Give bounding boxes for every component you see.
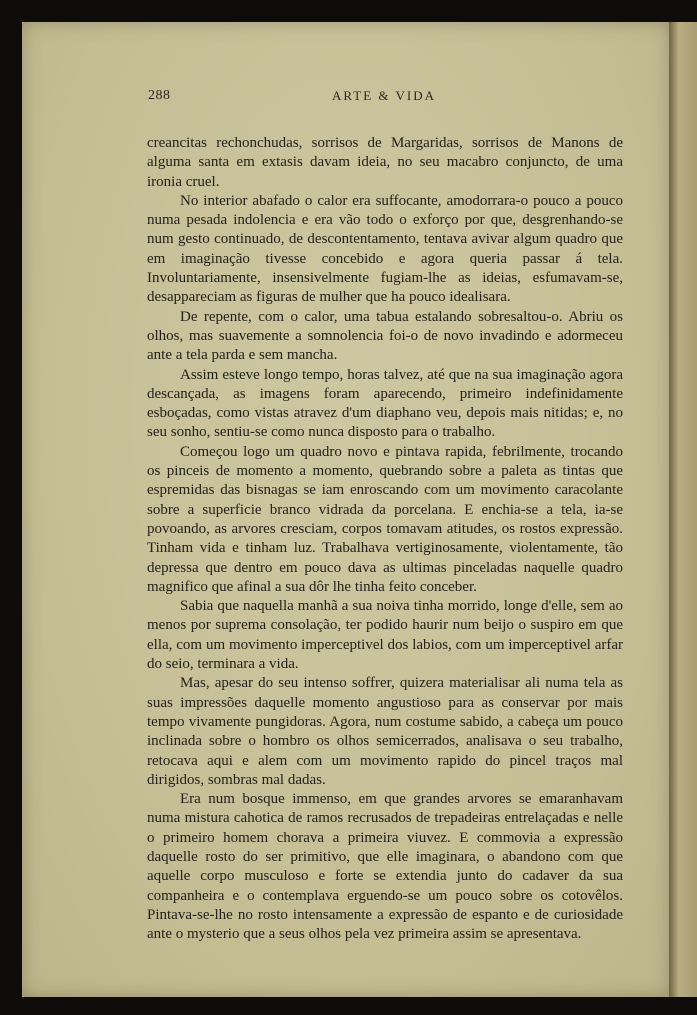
paragraph: Sabia que naquella manhã a sua noiva tinha morrido, longe d'elle, sem ao menos por suprema consolação, ter podido haurir num beijo o suspiro em que ella, com um movimento imperceptivel dos labios, com um imperceptivel arfar do seio, terminara a vida. xyxy=(147,598,623,673)
paragraph: creancitas rechonchudas, sorrisos de Margaridas, sorrisos de Manons de alguma santa em extasis davam ideia, no seu macabro conjuncto, de uma ironia cruel. xyxy=(147,135,623,190)
page-number: 288 xyxy=(148,88,171,103)
page-edge xyxy=(669,22,697,997)
paragraph: Era num bosque immenso, em que grandes arvores se emaranhavam numa mistura cahotica de ramos recrusados de trepadeiras entrelaçadas e nelle o primeiro homem chorava a primeira viuvez. E commovia a expressão daquelle rosto do ser primitivo, que elle imaginara, o abandono com que aquelle corpo musculoso e forte se extendia junto do cadaver da sua companheira e o contemplava erguendo-se um pouco sobre os cotovêlos. Pintava-se-lhe no rosto intensamente a expressão de espanto e de curiosidade ante o mysterio que a seus olhos pela vez primeira assim se apresentava. xyxy=(147,791,623,943)
book-title: ARTE & VIDA xyxy=(331,88,437,103)
paragraph: No interior abafado o calor era suffocante, amodorrara-o pouco a pouco numa pesada indolencia e era vão todo o exforço por que, desgrenhando-se num gesto continuado, de descontentamento, tentava avivar algum quadro que em imaginação tivesse concebido e agora queria passar á tela. Involuntariamente, insensivelmente fugiam-lhe as ideias, esfumavam-se, desappareciam as figuras de mulher que ha pouco idealisara. xyxy=(147,192,623,306)
paragraph: De repente, com o calor, uma tabua estalando sobresaltou-o. Abriu os olhos, mas suavemente a somnolencia foi-o de novo invadindo e adormeceu ante a tela parda e sem mancha. xyxy=(147,308,623,364)
paragraph: Começou logo um quadro novo e pintava rapida, febrilmente, trocando os pinceis de momento a momento, quebrando sobre a paleta as tintas que espremidas das bisnagas se iam enroscando com um movimento caracolante sobre a superficie branco vidrada da porcelana. E enchia-se a tela, ia-se povoando, as arvores cresciam, corpos tomavam atitudes, os rostos expressão. Tinham vida e tinham luz. Trabalhava vertiginosamente, violentamente, tão depressa que dentro em pouco dava as ultimas pinceladas naquelle quadro magnifico que afinal a sua dôr lhe tinha feito conceber. xyxy=(147,443,623,595)
paragraph: Mas, apesar do seu intenso soffrer, quizera materialisar ali numa tela as suas impressões daquelle momento angustioso para as conservar por mais tempo vivamente pungidoras. Agora, num costume sabido, a cabeça um pouco inclinada sobre o hombro os olhos semicerrados, analisava o seu trabalho, retocava aqui e alem com um movimento rapido do pincel traços mal dirigidos, sombras mal dadas. xyxy=(147,675,623,788)
running-head xyxy=(146,88,622,108)
body-text xyxy=(147,134,623,944)
paragraph: Assim esteve longo tempo, horas talvez, até que na sua imaginação agora descançada, as imagens foram aparecendo, primeiro indefinidamente esboçadas, como vistas atravez d'um diaphano veu, depois mais nitidas; e, no seu sonho, sentiu-se como nunca disposto para o trabalho. xyxy=(147,366,623,441)
